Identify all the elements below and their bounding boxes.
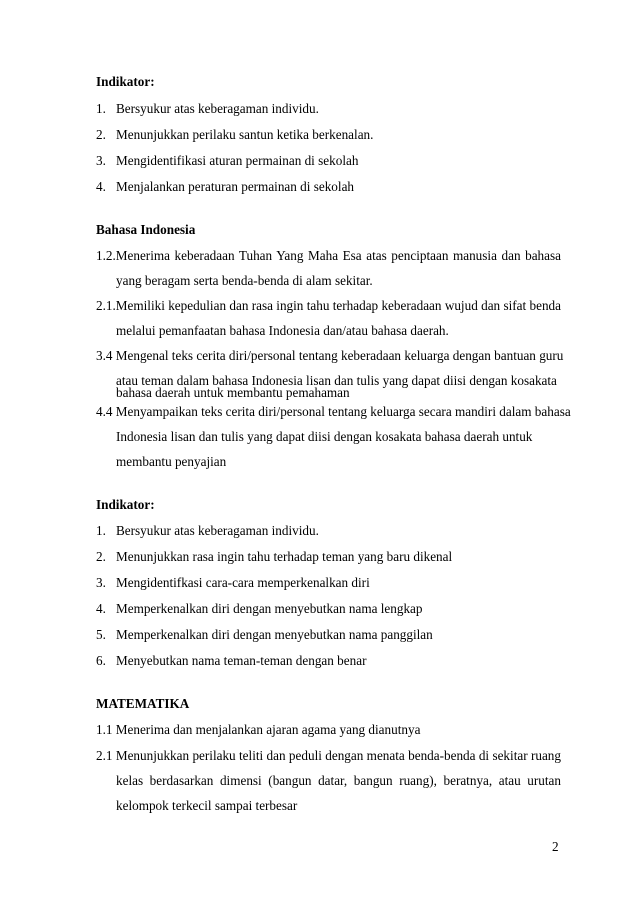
competency-line: kelas berdasarkan dimensi (bangun datar, bangun ruang), beratnya, atau urutan	[116, 773, 561, 788]
competency-line: atau teman dalam bahasa Indonesia lisan dan tulis yang dapat diisi dengan kosakata	[116, 373, 557, 388]
competency-line: 2.1.Memiliki kepedulian dan rasa ingin tahu terhadap keberadaan wujud dan sifat benda	[96, 298, 561, 313]
page-number: 2	[552, 839, 559, 854]
competency-line: bahasa daerah untuk membantu pemahaman	[116, 385, 350, 400]
competency-line: 3.4 Mengenal teks cerita diri/personal tentang keberadaan keluarga dengan bantuan guru	[96, 348, 564, 363]
competency-line: kelompok terkecil sampai terbesar	[116, 798, 298, 813]
competency-line: 1.2.Menerima keberadaan Tuhan Yang Maha Esa atas penciptaan manusia dan bahasa	[96, 248, 561, 263]
competency-line: yang beragam serta benda-benda di alam sekitar.	[116, 273, 373, 288]
list-item: 2. Menunjukkan perilaku santun ketika berkenalan.	[96, 127, 374, 142]
competency-line: 2.1 Menunjukkan perilaku teliti dan peduli dengan menata benda-benda di sekitar ruang	[96, 748, 561, 763]
list-item: 1. Bersyukur atas keberagaman individu.	[96, 101, 319, 116]
competency-line: membantu penyajian	[116, 454, 227, 469]
list-item: 3. Mengidentifikasi aturan permainan di sekolah	[96, 153, 359, 168]
section4-heading: MATEMATIKA	[96, 696, 190, 711]
list-item: 2. Menunjukkan rasa ingin tahu terhadap teman yang baru dikenal	[96, 549, 453, 564]
competency-line: melalui pemanfaatan bahasa Indonesia dan/atau bahasa daerah.	[116, 323, 449, 338]
competency-line: 4.4 Menyampaikan teks cerita diri/personal tentang keluarga secara mandiri dalam bahasa	[96, 404, 571, 419]
list-item: 4. Menjalankan peraturan permainan di sekolah	[96, 179, 355, 194]
section3-heading: Indikator:	[96, 497, 155, 512]
list-item: 6. Menyebutkan nama teman-teman dengan benar	[96, 653, 367, 668]
list-item: 3. Mengidentifkasi cara-cara memperkenalkan diri	[96, 575, 370, 590]
list-item: 1. Bersyukur atas keberagaman individu.	[96, 523, 319, 538]
competency-line: Indonesia lisan dan tulis yang dapat diisi dengan kosakata bahasa daerah untuk	[116, 429, 533, 444]
section1-heading: Indikator:	[96, 74, 155, 89]
section2-heading: Bahasa Indonesia	[96, 222, 196, 237]
list-item: 5. Memperkenalkan diri dengan menyebutkan nama panggilan	[96, 627, 433, 642]
competency-line: 1.1 Menerima dan menjalankan ajaran agama yang dianutnya	[96, 722, 421, 737]
list-item: 4. Memperkenalkan diri dengan menyebutkan nama lengkap	[96, 601, 423, 616]
